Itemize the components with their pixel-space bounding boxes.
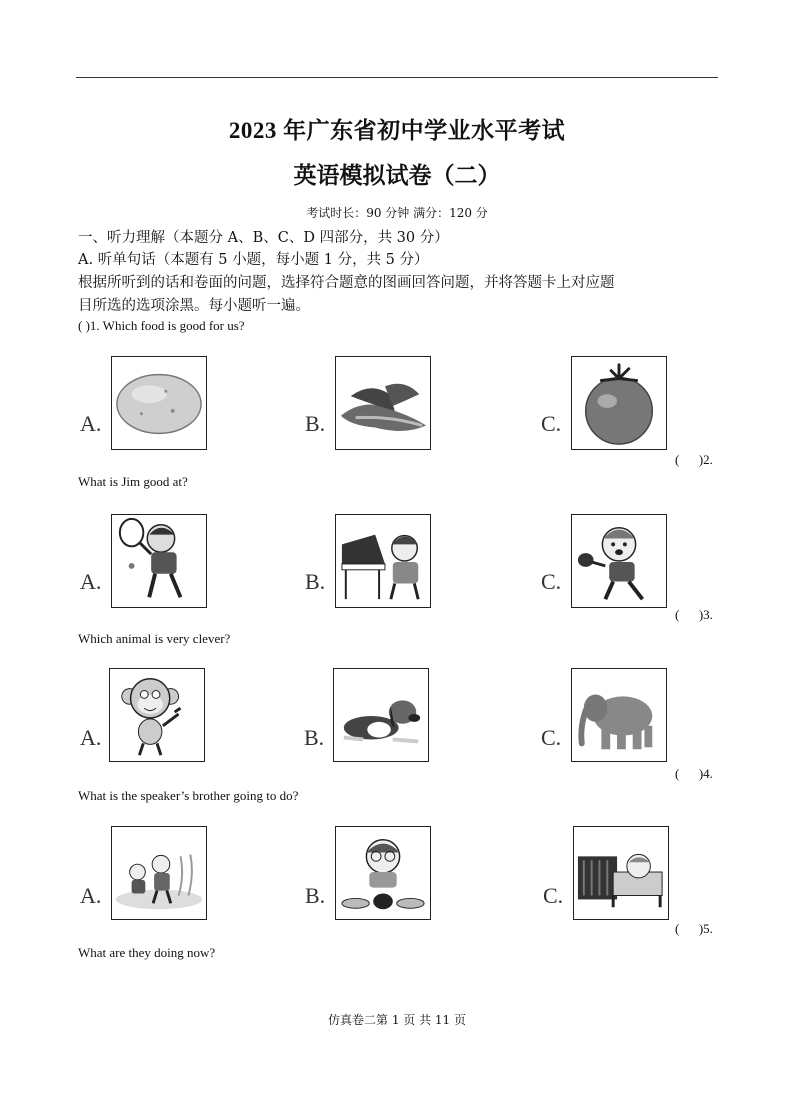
- exam-meta: 考试时长：90 分钟 满分：120 分: [306, 206, 488, 220]
- section-heading: 一、听力理解（本题分 A、B、C、D 四部分，共 30 分）: [78, 230, 449, 246]
- option-b-label: B.: [305, 569, 326, 594]
- option-a-label: A.: [80, 725, 102, 750]
- ping-pong-boy-icon: [571, 514, 667, 608]
- instruction-line-2: 目所选的选项涂黑。每小题听一遍。: [78, 298, 310, 314]
- question-5-text: What are they doing now?: [78, 945, 216, 960]
- question-4-number: ( )4.: [675, 766, 713, 781]
- tomato-icon: [571, 356, 667, 450]
- monkey-icon: [109, 668, 205, 762]
- option-b-label: B.: [305, 411, 326, 436]
- option-a-label: A.: [80, 411, 102, 436]
- option-c-label: C.: [543, 883, 564, 908]
- header-rule: [76, 77, 718, 78]
- question-4-text: What is the speaker’s brother going to do?: [78, 788, 299, 803]
- tennis-boy-icon: [111, 514, 207, 608]
- boy-eating-icon: [335, 826, 431, 920]
- option-a-label: A.: [80, 569, 102, 594]
- option-b-label: B.: [304, 725, 325, 750]
- exam-title: 2023 年广东省初中学业水平考试: [228, 118, 566, 143]
- question-3-text: Which animal is very clever?: [78, 631, 231, 646]
- instruction-line-1: 根据所听到的话和卷面的问题，选择符合题意的图画回答问题，并将答题卡上对应题: [78, 275, 615, 291]
- option-c-label: C.: [541, 411, 562, 436]
- dog-icon: [333, 668, 429, 762]
- bok-choy-icon: [335, 356, 431, 450]
- page-footer: 仿真卷二第 1 页 共 11 页: [328, 1013, 466, 1027]
- question-3-number: ( )3.: [675, 607, 713, 622]
- potato-icon: [111, 356, 207, 450]
- option-b-label: B.: [305, 883, 326, 908]
- part-a-heading: A. 听单句话（本题有 5 小题，每小题 1 分，共 5 分）: [78, 252, 429, 268]
- option-c-label: C.: [541, 569, 562, 594]
- exam-subtitle: 英语模拟试卷（二）: [293, 163, 501, 188]
- option-c-label: C.: [541, 725, 562, 750]
- sleeping-in-bed-icon: [573, 826, 669, 920]
- question-2-text: What is Jim good at?: [78, 474, 188, 489]
- question-5-number: ( )5.: [675, 921, 713, 936]
- piano-boy-icon: [335, 514, 431, 608]
- kids-playing-icon: [111, 826, 207, 920]
- question-1-text: ( )1. Which food is good for us?: [78, 318, 245, 333]
- question-2-number: ( )2.: [675, 452, 713, 467]
- elephant-icon: [571, 668, 667, 762]
- option-a-label: A.: [80, 883, 102, 908]
